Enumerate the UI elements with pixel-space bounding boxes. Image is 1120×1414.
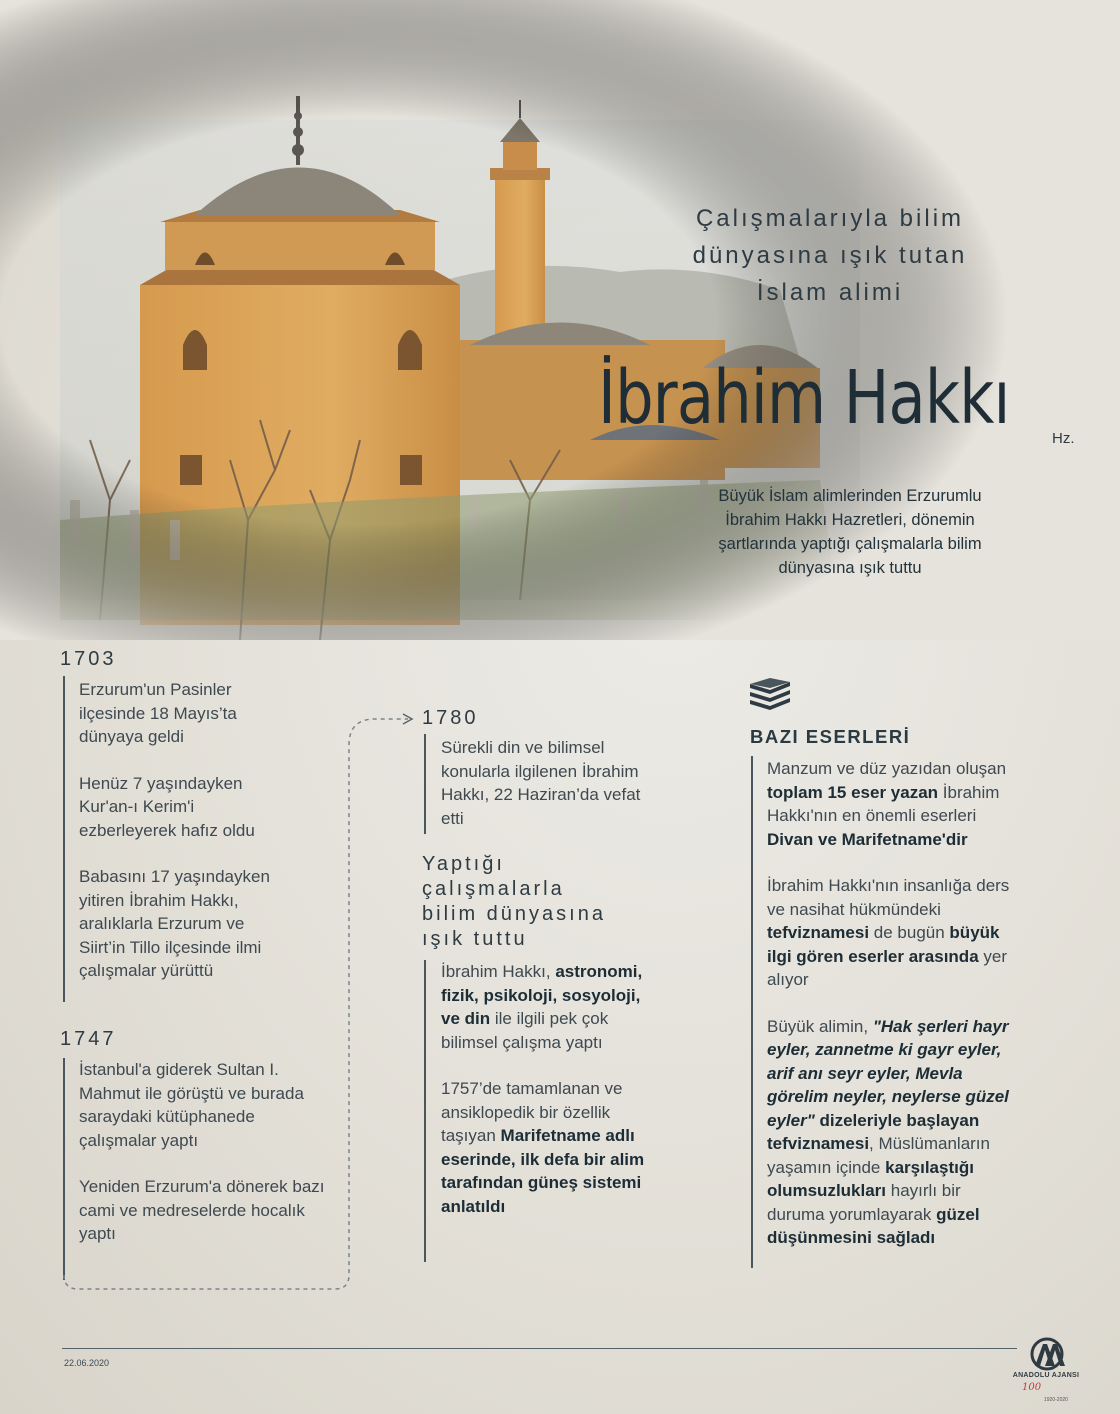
logo-100: 100: [1022, 1382, 1042, 1393]
year-1780: 1780: [422, 707, 479, 729]
paragraph: [441, 960, 651, 1054]
bold-span: tefviznamesi: [767, 923, 870, 942]
text-span: İbrahim Hakkı,: [441, 962, 551, 981]
subtitle-line: İslam alimi: [756, 279, 904, 306]
text-span: İbrahim Hakkı'nın en önemli eserleri: [767, 782, 1000, 825]
bold-span: karşılaştığı olumsuzlukları: [767, 1157, 974, 1200]
text-span: de bugün: [873, 923, 945, 942]
logo-years: 1920-2020: [1044, 1397, 1068, 1403]
science-heading: [422, 852, 662, 952]
intro-line: Büyük İslam alimlerinden Erzurumlu: [718, 487, 982, 505]
bold-span: dizeleriyle başlayan tefviznamesi: [767, 1110, 980, 1153]
heading-line: Yaptığı: [422, 853, 505, 875]
heading-line: çalışmalarla: [422, 878, 565, 900]
bold-span: Divan ve Marifetname'dir: [767, 829, 968, 849]
text-span: hayırlı bir duruma yorumlayarak: [767, 1181, 961, 1224]
bold-span: Marifetname adlı eserinde, ilk defa bir alim tarafından güneş sistemi anlatıldı: [441, 1126, 645, 1216]
paragraph: Erzurum'un Pasinler ilçesinde 18 Mayıs’ta dünyaya geldi: [79, 680, 237, 746]
year-1703: 1703: [60, 648, 117, 670]
text-1780: [441, 736, 641, 853]
bold-span: toplam 15 eser yazan: [767, 782, 939, 802]
publish-date: 22.06.2020: [64, 1358, 110, 1368]
paragraph: [441, 1077, 651, 1218]
intro-line: şartlarında yaptığı çalışmalarla bilim: [718, 535, 982, 553]
books-icon: [748, 676, 792, 712]
intro-line: dünyasına ışık tuttu: [778, 559, 922, 577]
title-suffix: Hz.: [1052, 430, 1075, 447]
paragraph: [767, 874, 1022, 992]
paragraph: Henüz 7 yaşındayken Kur'an-ı Kerim'i ezberleyerek hafız oldu: [79, 773, 255, 840]
text-span: Manzum ve düz yazıdan oluşan: [767, 759, 1007, 778]
works-text: [767, 757, 1022, 1273]
timeline-line: [424, 734, 426, 834]
bold-span: astronomi, fizik, psikoloji, sosyoloji, ve din: [441, 962, 643, 1028]
quote-span: "Hak şerleri hayr eyler, zannetme ki gayr eyler, arif anı seyr eyler, Mevla görelim neyler, neylerse güzel eyler": [767, 1016, 1009, 1130]
intro-text: [680, 484, 1020, 580]
paragraph: İstanbul'a giderek Sultan I. Mahmut ile görüştü ve burada saraydaki kütüphanede çalışmalar yaptı: [79, 1060, 304, 1150]
dashed-connector: [60, 705, 420, 1295]
paragraph: [767, 1015, 1022, 1250]
page-title: İbrahim Hakkı: [598, 355, 1010, 441]
paragraph: Yeniden Erzurum'a dönerek bazı cami ve medreselerde hocalık yaptı: [79, 1177, 325, 1243]
heading-line: ışık tuttu: [422, 928, 528, 950]
text-span: Büyük alimin,: [767, 1016, 869, 1036]
timeline-line: [424, 960, 426, 1262]
bold-span: büyük ilgi gören eserler arasında: [767, 923, 1000, 966]
year-1747: 1747: [60, 1028, 117, 1050]
text-span: yer alıyor: [767, 946, 1008, 989]
bold-span: güzel düşünmesini sağladı: [767, 1204, 980, 1247]
science-text: [441, 960, 651, 1241]
subtitle: [640, 200, 1020, 311]
works-title: BAZI ESERLERİ: [750, 726, 911, 747]
text-span: 1757’de tamamlanan ve ansiklopedik bir özellik taşıyan: [441, 1079, 623, 1145]
paragraph: Sürekli din ve bilimsel konularla ilgilenen İbrahim Hakkı, 22 Haziran’da vefat etti: [441, 738, 641, 828]
paragraph: Babasını 17 yaşındayken yitiren İbrahim Hakkı, aralıklarla Erzurum ve Siirt’in Tillo ilçesinde ilmi çalışmalar yürüttü: [79, 867, 270, 980]
timeline-line: [751, 756, 753, 1268]
text-span: , Müslümanların yaşamın içinde: [767, 1134, 990, 1177]
footer-divider: [62, 1348, 1017, 1349]
text-span: ile ilgili pek çok bilimsel çalışma yaptı: [441, 1009, 609, 1052]
text-span: İbrahim Hakkı'nın insanlığa ders ve nasihat hükmündeki: [767, 876, 1010, 919]
intro-line: İbrahim Hakkı Hazretleri, dönemin: [725, 511, 975, 529]
heading-line: bilim dünyasına: [422, 903, 606, 925]
paragraph: [767, 757, 1022, 851]
subtitle-line: dünyasına ışık tutan: [692, 242, 968, 269]
subtitle-line: Çalışmalarıyla bilim: [695, 205, 965, 232]
logo-text: ANADOLU AJANSI: [1012, 1372, 1080, 1379]
